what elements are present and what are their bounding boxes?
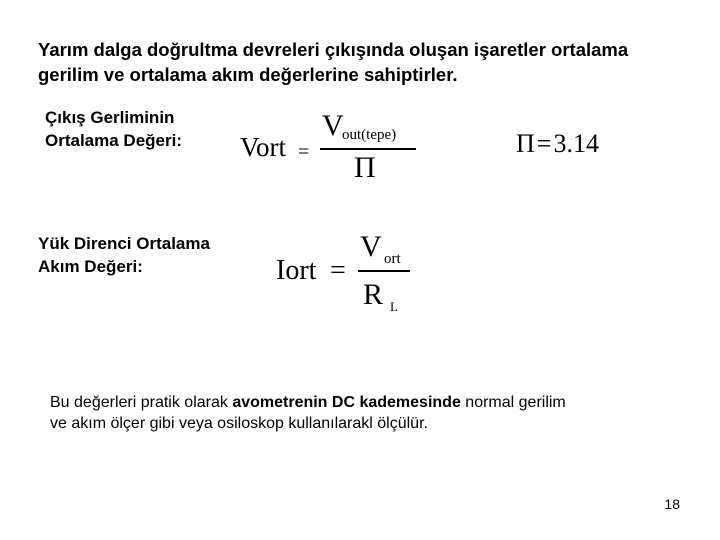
output-average-label-line-1: Çıkış Gerliminin [45, 108, 175, 127]
iort-numerator-subscript: ort [384, 251, 401, 267]
note-text-2: normal gerilim [460, 394, 566, 411]
pi-definition [516, 131, 599, 157]
iort-formula [274, 228, 424, 320]
iort-numerator-v: V [360, 230, 382, 263]
iort-lhs: Iort [276, 255, 317, 286]
iort-equals: = [330, 255, 346, 286]
intro-line-2: gerilim ve ortalama akım değerlerine sahiptirler. [38, 64, 458, 85]
vort-denominator-pi: Π [354, 151, 376, 184]
measurement-note-line-1 [50, 392, 670, 413]
page-number: 18 [664, 496, 680, 512]
iort-fraction-bar [358, 270, 410, 272]
intro-line-1: Yarım dalga doğrultma devreleri çıkışında oluşan işaretler ortalama [38, 39, 629, 60]
output-average-label-line-2: Ortalama Değeri: [45, 131, 182, 150]
note-text-1: Bu değerleri pratik olarak [50, 394, 233, 411]
iort-denominator-r: R [363, 278, 384, 311]
load-current-label [38, 232, 210, 278]
iort-denominator-subscript: L [390, 299, 398, 314]
measurement-note-line-2: ve akım ölçer gibi veya osiloskop kullanılarakl ölçülür. [50, 415, 428, 432]
load-current-label-line-2: Akım Değeri: [38, 257, 143, 276]
vort-fraction-bar [320, 148, 416, 150]
intro-paragraph [38, 37, 698, 87]
pi-value: 3.14 [553, 129, 599, 158]
pi-symbol: Π [516, 129, 535, 158]
vort-numerator-subscript: out(tepe) [342, 127, 397, 143]
load-current-label-line-1: Yük Direnci Ortalama [38, 234, 210, 253]
note-bold-text: avometrenin DC kademesinde [232, 394, 461, 411]
pi-equals: = [536, 129, 552, 158]
vort-lhs: Vort [240, 132, 287, 162]
output-average-label [45, 106, 182, 152]
vort-formula [238, 108, 428, 188]
measurement-note [50, 392, 670, 434]
vort-equals: = [298, 141, 310, 163]
vort-numerator-v: V [322, 109, 344, 142]
